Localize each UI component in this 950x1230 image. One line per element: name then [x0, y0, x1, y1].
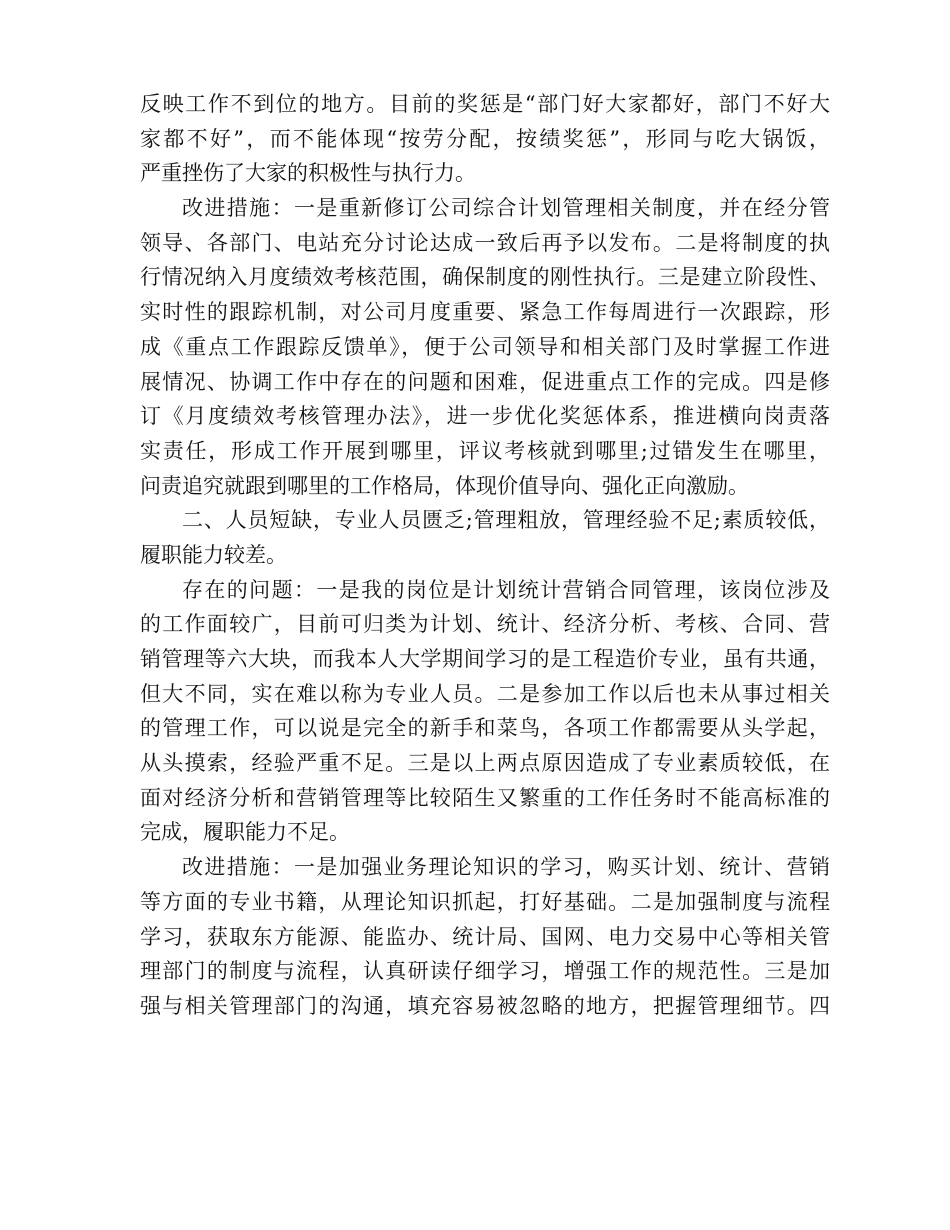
text-line: 行情况纳入月度绩效考核范围，确保制度的刚性执行。三是建立阶段性、 — [140, 265, 830, 290]
text-line: 销管理等六大块，而我本人大学期间学习的是工程造价专业，虽有共通， — [140, 647, 830, 671]
text-line: 家都不好”，而不能体现“按劳分配，按绩奖惩”，形同与吃大锅饭， — [140, 126, 830, 151]
text-line: 订《月度绩效考核管理办法》，进一步优化奖惩体系，推进横向岗责落 — [140, 404, 830, 429]
text-line: 反映工作不到位的地方。目前的奖惩是“部门好大家都好，部门不好大 — [140, 92, 830, 116]
text-line: 二、人员短缺，专业人员匮乏;管理粗放，管理经验不足;素质较低， — [182, 508, 830, 533]
text-line: 的管理工作，可以说是完全的新手和菜鸟，各项工作都需要从头学起， — [140, 716, 830, 741]
text-line: 存在的问题：一是我的岗位是计划统计营销合同管理，该岗位涉及 — [182, 577, 830, 602]
text-line: 但大不同，实在难以称为专业人员。二是参加工作以后也未从事过相关 — [140, 681, 830, 706]
text-line: 强与相关管理部门的沟通，填充容易被忽略的地方，把握管理细节。四 — [140, 993, 830, 1018]
text-line: 领导、各部门、电站充分讨论达成一致后再予以发布。二是将制度的执 — [140, 230, 830, 255]
text-line: 的工作面较广，目前可归类为计划、统计、经济分析、考核、合同、营 — [140, 612, 830, 637]
text-line: 问责追究就跟到哪里的工作格局，体现价值导向、强化正向激励。 — [140, 473, 749, 498]
text-line: 展情况、协调工作中存在的问题和困难，促进重点工作的完成。四是修 — [140, 369, 830, 394]
text-line: 实时性的跟踪机制，对公司月度重要、紧急工作每周进行一次跟踪，形 — [140, 300, 830, 325]
text-line: 面对经济分析和营销管理等比较陌生又繁重的工作任务时不能高标准的 — [140, 785, 830, 810]
text-line: 改进措施：一是重新修订公司综合计划管理相关制度，并在经分管 — [182, 196, 830, 221]
text-line: 学习，获取东方能源、能监办、统计局、国网、电力交易中心等相关管 — [140, 924, 830, 949]
text-line: 履职能力较差。 — [140, 542, 287, 567]
text-line: 等方面的专业书籍，从理论知识抓起，打好基础。二是加强制度与流程 — [140, 889, 830, 914]
text-line: 理部门的制度与流程，认真研读仔细学习，增强工作的规范性。三是加 — [140, 959, 830, 984]
text-line: 实责任，形成工作开展到哪里，评议考核就到哪里;过错发生在哪里， — [140, 438, 830, 463]
text-line: 成《重点工作跟踪反馈单》，便于公司领导和相关部门及时掌握工作进 — [140, 334, 830, 359]
document-body — [140, 87, 830, 1024]
text-line: 改进措施：一是加强业务理论知识的学习，购买计划、统计、营销 — [182, 855, 830, 880]
text-line: 从头摸索，经验严重不足。三是以上两点原因造成了专业素质较低，在 — [140, 751, 830, 776]
text-line: 严重挫伤了大家的积极性与执行力。 — [140, 161, 476, 186]
text-line: 完成，履职能力不足。 — [140, 820, 350, 845]
